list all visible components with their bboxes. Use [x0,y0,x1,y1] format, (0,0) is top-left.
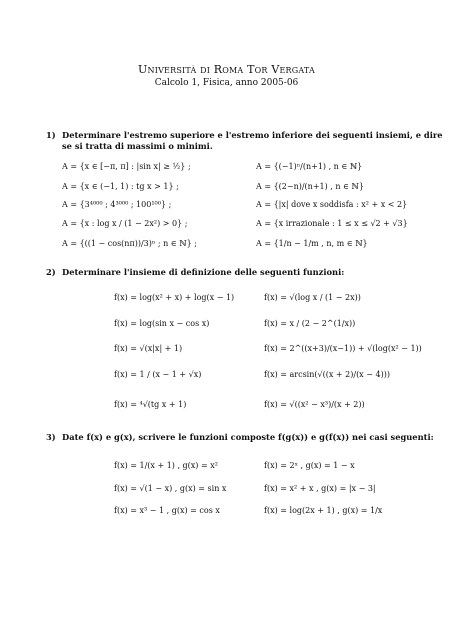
composition-item: f(x) = 2ˣ , g(x) = 1 − x [264,461,355,470]
section-1-number: 1) [46,130,56,140]
set-item: A = {3⁴⁰⁰⁰ ; 4³⁰⁰⁰ ; 100¹⁰⁰} ; [62,200,172,209]
section-2-text-line1: Determinare l'insieme di definizione delle seguenti funzioni: [62,267,345,277]
function-item: f(x) = 2^((x+3)/(x−1)) + √(log(x² − 1)) [264,344,422,353]
set-item: A = {x irrazionale : 1 ≤ x ≤ √2 + √3} [256,219,408,228]
function-item: f(x) = 1 / (x − 1 + √x) [114,370,202,379]
course-subtitle: Calcolo 1, Fisica, anno 2005-06 [154,78,299,88]
section-3-text-line1: Date f(x) e g(x), scrivere le funzioni composte f(g(x)) e g(f(x)) nei casi seguenti: [62,432,434,442]
composition-item: f(x) = log(2x + 1) , g(x) = 1/x [264,506,383,515]
function-item: f(x) = √((x² − x³)/(x + 2)) [264,400,365,409]
section-3-number: 3) [46,432,56,442]
composition-item: f(x) = 1/(x + 1) , g(x) = x² [114,461,218,470]
set-item: A = {x ∈ (−1, 1) : tg x > 1} ; [62,182,179,191]
set-item: A = {x : log x / (1 − 2x²) > 0} ; [62,219,188,228]
composition-item: f(x) = x³ − 1 , g(x) = cos x [114,506,220,515]
composition-item: f(x) = √(1 − x) , g(x) = sin x [114,484,227,493]
function-item: f(x) = √(log x / (1 − 2x)) [264,293,361,302]
set-item: A = {(−1)ⁿ/(n+1) , n ∈ ℕ} [256,162,363,171]
set-item: A = {x ∈ [−π, π] : |sin x| ≥ ½} ; [62,162,191,171]
university-title: Università di Roma Tor Vergata [138,63,315,76]
set-item: A = {(2−n)/(n+1) , n ∈ ℕ} [256,182,364,191]
set-item: A = {|x| dove x soddisfa : x² + x < 2} [256,200,408,209]
section-2-number: 2) [46,267,56,277]
function-item: f(x) = √(x|x| + 1) [114,344,183,353]
function-item: f(x) = x / (2 − 2^(1/x)) [264,319,356,328]
set-item: A = {((1 − cos(nπ))/3)ⁿ ; n ∈ ℕ} ; [62,239,197,248]
section-1-text-line2: se si tratta di massimi o minimi. [62,141,213,151]
function-item: f(x) = log(x² + x) + log(x − 1) [114,293,235,302]
function-item: f(x) = log(sin x − cos x) [114,319,210,328]
function-item: f(x) = arcsin(√((x + 2)/(x − 4))) [264,370,390,379]
set-item: A = {1/n − 1/m , n, m ∈ ℕ} [256,239,368,248]
composition-item: f(x) = x² + x , g(x) = |x − 3| [264,484,376,493]
section-1-text-line1: Determinare l'estremo superiore e l'estremo inferiore dei seguenti insiemi, e dire [62,130,443,140]
function-item: f(x) = ⁴√(tg x + 1) [114,400,187,409]
